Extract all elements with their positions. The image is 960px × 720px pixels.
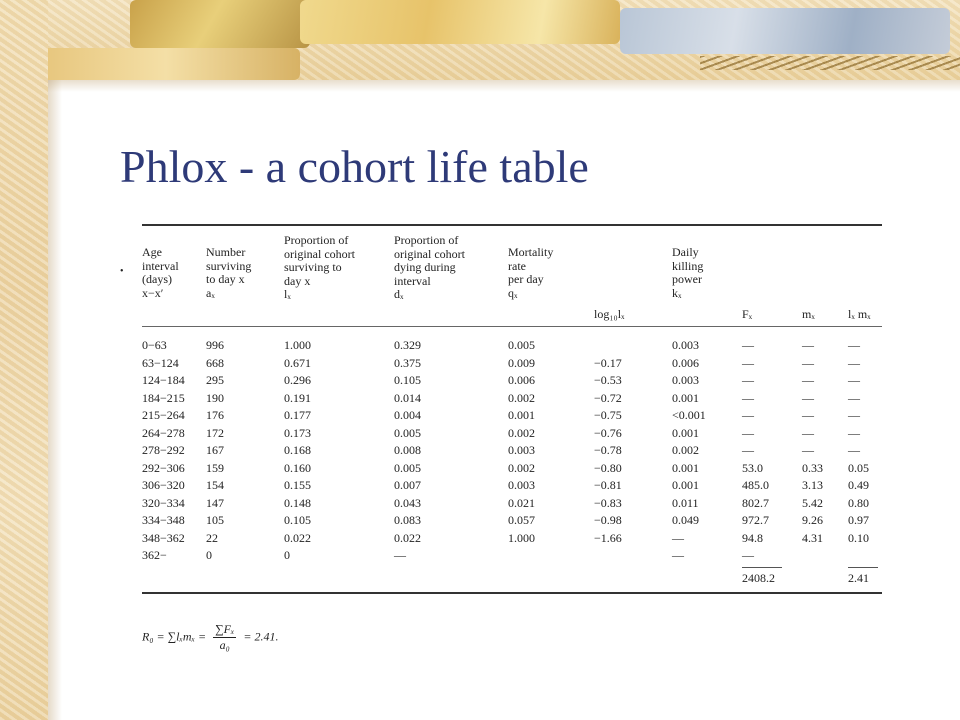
table-cell: 295: [206, 373, 224, 387]
table-header-cell: Daily killing power kₓ: [672, 245, 704, 300]
table-cell: 334−348: [142, 513, 185, 527]
table-cell: 362−: [142, 548, 167, 562]
table-cell: 167: [206, 443, 224, 457]
table-cell: 0.057: [508, 513, 535, 527]
table-cell: —: [848, 408, 860, 422]
table-cell: —: [848, 390, 860, 405]
table-cell: 0.001: [672, 390, 699, 405]
table-cell: 972.7: [742, 513, 769, 527]
slide-title: Phlox - a cohort life table: [120, 141, 589, 192]
table-cell: 0.005: [394, 425, 421, 440]
table-cell: —: [742, 338, 754, 352]
table-cell: 306−320: [142, 478, 185, 492]
table-cell: 0.002: [672, 443, 699, 457]
table-cell: 278−292: [142, 443, 185, 457]
table-cell: 0.005: [394, 460, 421, 475]
table-cell: −0.80: [594, 460, 622, 475]
total-f: 2408.2: [742, 571, 775, 585]
table-cell: −0.53: [594, 373, 622, 387]
table-cell: 5.42: [802, 495, 823, 510]
table-cell: −0.83: [594, 495, 622, 510]
banner-leaf-image: [620, 8, 950, 54]
table-header-cell: Fₓ: [742, 307, 753, 321]
table-cell: 0.160: [284, 460, 311, 475]
formula-numerator: ∑Fₓ: [215, 622, 235, 636]
table-cell: 348−362: [142, 530, 185, 545]
table-header-cell: log₁₀lₓ: [594, 307, 625, 321]
table-cell: 0.003: [508, 478, 535, 492]
table-cell: 0.191: [284, 390, 311, 405]
table-cell: 190: [206, 390, 224, 405]
table-cell: —: [848, 373, 860, 387]
table-cell: <0.001: [672, 408, 706, 422]
table-cell: −1.66: [594, 530, 622, 545]
table-cell: 184−215: [142, 390, 185, 405]
banner-shadow: [48, 80, 960, 92]
table-cell: 154: [206, 478, 224, 492]
table-cell: 0.10: [848, 530, 869, 545]
net-reproductive-rate-formula: [142, 622, 278, 653]
table-cell: 0.008: [394, 443, 421, 457]
table-cell: 264−278: [142, 425, 185, 440]
table-cell: 0.329: [394, 338, 421, 352]
table-cell: 0.80: [848, 495, 869, 510]
table-header-cell: Mortality rate per day qₓ: [508, 245, 554, 300]
table-top-rule: [142, 224, 882, 226]
table-cell: 0.002: [508, 425, 535, 440]
table-cell: 0.043: [394, 495, 421, 510]
table-cell: 0.002: [508, 460, 535, 475]
table-cell: 53.0: [742, 460, 763, 475]
table-cell: −0.75: [594, 408, 622, 422]
table-cell: 0.006: [672, 355, 699, 370]
table-cell: —: [394, 548, 406, 562]
table-bullet: •: [120, 266, 124, 277]
table-cell: 0.022: [394, 530, 421, 545]
border-shadow: [48, 80, 62, 720]
table-cell: 9.26: [802, 513, 823, 527]
table-cell: 0.001: [508, 408, 535, 422]
table-cell: 485.0: [742, 478, 769, 492]
table-cell: 996: [206, 338, 224, 352]
table-cell: 215−264: [142, 408, 185, 422]
table-cell: 0−63: [142, 338, 167, 352]
table-cell: 0.105: [284, 513, 311, 527]
table-cell: 0.003: [672, 373, 699, 387]
formula-fraction: [213, 622, 236, 653]
table-cell: 0.003: [672, 338, 699, 352]
table-cell: 802.7: [742, 495, 769, 510]
table-cell: 147: [206, 495, 224, 510]
table-cell: 124−184: [142, 373, 185, 387]
table-cell: —: [742, 425, 754, 440]
table-header-rule: [142, 326, 882, 327]
table-cell: 172: [206, 425, 224, 440]
table-cell: 0.375: [394, 355, 421, 370]
table-header-cell: Number surviving to day x aₓ: [206, 245, 252, 300]
table-cell: 0.105: [394, 373, 421, 387]
table-cell: −0.81: [594, 478, 622, 492]
table-cell: 0.003: [508, 443, 535, 457]
table-cell: —: [802, 443, 814, 457]
life-table-image: [112, 214, 912, 676]
table-cell: 1.000: [284, 338, 311, 352]
banner-leaf-image: [130, 0, 310, 48]
table-cell: 0.001: [672, 425, 699, 440]
table-cell: −0.78: [594, 443, 622, 457]
table-cell: −0.76: [594, 425, 622, 440]
table-cell: −0.72: [594, 390, 622, 405]
table-cell: 0.001: [672, 478, 699, 492]
table-cell: 320−334: [142, 495, 185, 510]
banner-grass-image: [700, 56, 960, 70]
table-cell: 94.8: [742, 530, 763, 545]
table-header-cell: Proportion of original cohort surviving to day x lₓ: [284, 233, 355, 302]
total-lm: 2.41: [848, 571, 869, 585]
totals-rule-f: [742, 567, 782, 568]
table-cell: —: [742, 355, 754, 370]
table-cell: —: [848, 338, 860, 352]
formula-rhs: = 2.41.: [243, 629, 279, 644]
table-cell: —: [802, 338, 814, 352]
table-cell: —: [802, 408, 814, 422]
table-cell: 0.173: [284, 425, 311, 440]
table-cell: 0.021: [508, 495, 535, 510]
table-cell: −0.17: [594, 355, 622, 370]
decorative-banner: [0, 0, 960, 80]
table-cell: 292−306: [142, 460, 185, 475]
table-cell: —: [848, 425, 860, 440]
table-cell: —: [742, 548, 754, 562]
table-cell: 0.005: [508, 338, 535, 352]
table-cell: 3.13: [802, 478, 823, 492]
table-cell: —: [742, 408, 754, 422]
table-cell: —: [742, 443, 754, 457]
table-cell: 0.014: [394, 390, 421, 405]
table-cell: 0.011: [672, 495, 699, 510]
table-cell: 668: [206, 355, 224, 370]
totals-rule-lm: [848, 567, 878, 568]
table-cell: 0.296: [284, 373, 311, 387]
banner-leaf-image: [300, 0, 620, 44]
table-cell: 0.009: [508, 355, 535, 370]
table-cell: −0.98: [594, 513, 622, 527]
table-cell: —: [802, 373, 814, 387]
table-cell: 105: [206, 513, 224, 527]
table-cell: 22: [206, 530, 218, 545]
parchment-border: [0, 0, 48, 720]
table-cell: 0.001: [672, 460, 699, 475]
table-cell: 0.49: [848, 478, 869, 492]
table-cell: 0.022: [284, 530, 311, 545]
table-cell: 176: [206, 408, 224, 422]
table-cell: 159: [206, 460, 224, 475]
table-cell: 4.31: [802, 530, 823, 545]
table-cell: —: [742, 390, 754, 405]
table-cell: 0.97: [848, 513, 869, 527]
table-header-cell: mₓ: [802, 307, 815, 321]
table-cell: 0: [206, 548, 212, 562]
table-cell: 0.148: [284, 495, 311, 510]
table-cell: 0.006: [508, 373, 535, 387]
table-cell: 0.083: [394, 513, 421, 527]
table-cell: 0: [284, 548, 290, 562]
table-cell: 0.004: [394, 408, 421, 422]
table-cell: —: [802, 425, 814, 440]
table-cell: —: [672, 548, 684, 562]
table-cell: 0.33: [802, 460, 823, 475]
table-cell: —: [848, 355, 860, 370]
table-cell: 63−124: [142, 355, 179, 370]
table-bottom-rule: [142, 592, 882, 594]
table-cell: 0.177: [284, 408, 311, 422]
table-cell: —: [848, 443, 860, 457]
table-cell: 0.168: [284, 443, 311, 457]
table-cell: 0.007: [394, 478, 421, 492]
table-cell: —: [802, 355, 814, 370]
table-cell: 1.000: [508, 530, 535, 545]
formula-denominator: a₀: [219, 638, 230, 652]
table-cell: 0.05: [848, 460, 869, 475]
formula-lhs: R₀ = ∑lₓmₓ =: [142, 629, 210, 644]
table-cell: —: [672, 530, 684, 545]
table-header-cell: Proportion of original cohort dying during interval dₓ: [394, 233, 465, 302]
table-cell: 0.002: [508, 390, 535, 405]
table-cell: —: [742, 373, 754, 387]
table-cell: 0.155: [284, 478, 311, 492]
table-cell: 0.049: [672, 513, 699, 527]
table-cell: —: [802, 390, 814, 405]
table-header-cell: Age interval (days) x−x′: [142, 245, 179, 300]
table-cell: 0.671: [284, 355, 311, 370]
table-header-cell: lₓ mₓ: [848, 307, 871, 321]
banner-leaf-image: [32, 48, 300, 80]
